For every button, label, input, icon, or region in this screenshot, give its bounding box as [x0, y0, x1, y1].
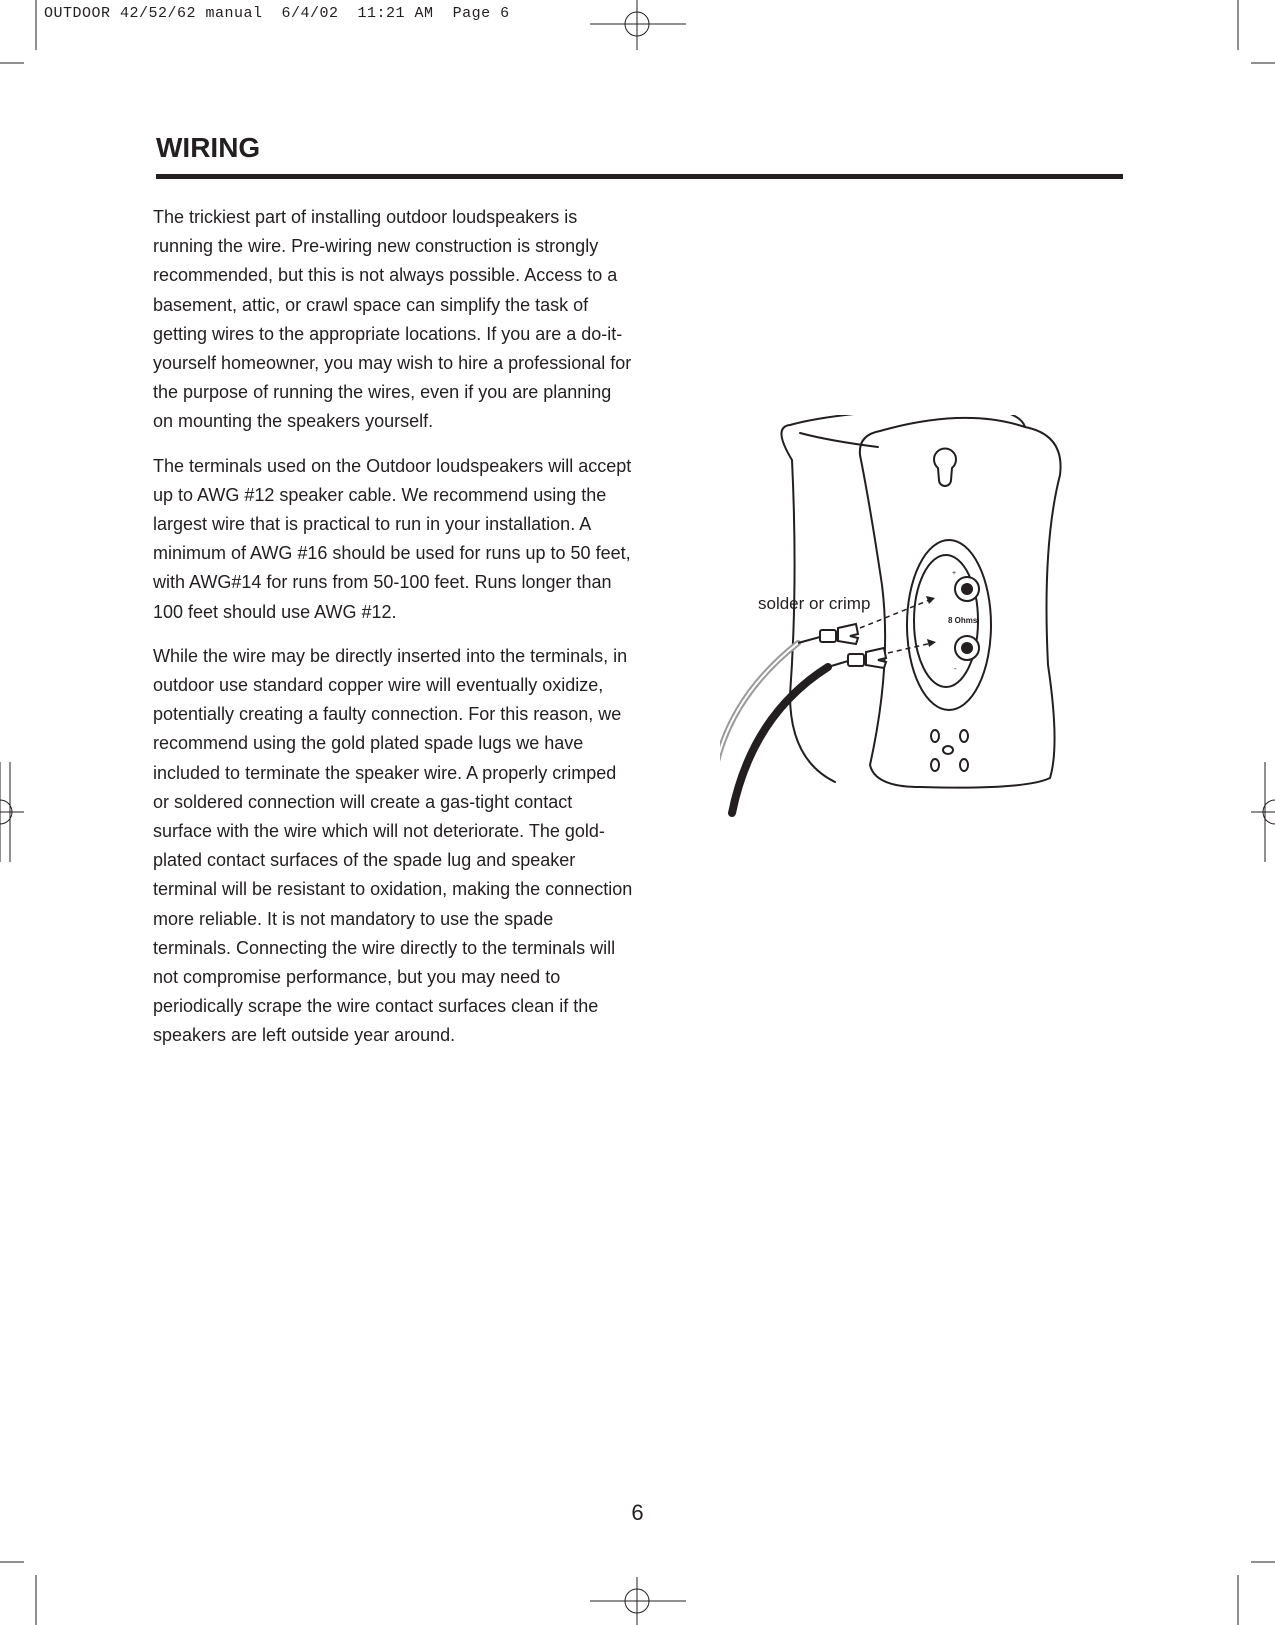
speaker-wiring-illustration: [720, 415, 1080, 825]
paragraph-spade-lugs: While the wire may be directly inserted into the terminals, in outdoor use standard copper wire will eventually oxidize, potentially creating a faulty connection. For this reason, we recommend using the gold plated spade lugs we have included to terminate the speaker wire. A properly crimped or soldered connection will create a gas-tight contact surface with the wire which will not deteriorate. The gold-plated contact surfaces of the spade lug and speaker terminal will be resistant to oxidation, making the connection more reliable. It is not mandatory to use the spade terminals. Connecting the wire directly to the terminals will not compromise performance, but you may need to periodically scrape the wire contact surfaces clean if the speakers are left outside year around.: [153, 645, 633, 1046]
terminal-impedance-label: 8 Ohms: [948, 616, 978, 625]
keyhole-mount-icon: [934, 449, 956, 486]
mounting-holes: [931, 730, 968, 771]
print-slug-line: OUTDOOR 42/52/62 manual 6/4/02 11:21 AM Page 6: [44, 5, 510, 22]
paragraph-wire-running: The trickiest part of installing outdoor loudspeakers is running the wire. Pre-wiring new construction is strongly recommended, but this is not always possible. Access to a basement, attic, or crawl space can simplify the task of getting wires to the appropriate locations. If you are a do-it-yourself homeowner, you may wish to hire a professional for the purpose of running the wires, even if you are planning on mounting the speakers yourself.: [153, 207, 632, 432]
section-title: WIRING: [156, 132, 261, 163]
plus-label: +: [952, 570, 957, 577]
minus-label: -: [954, 664, 957, 673]
page-number: 6: [631, 1500, 644, 1525]
body-text: [153, 203, 633, 1066]
title-rule: [156, 174, 1123, 179]
gray-speaker-wire: [720, 643, 798, 791]
black-speaker-wire: [732, 667, 828, 813]
solder-or-crimp-label: solder or crimp: [758, 594, 871, 613]
connection-arrow-icon: [860, 599, 932, 653]
paragraph-wire-gauge: The terminals used on the Outdoor loudspeakers will accept up to AWG #12 speaker cable. We recommend using the largest wire that is practical to run in your installation. A minimum of AWG #16 should be used for runs up to 50 feet, with AWG#14 for runs from 50-100 feet. Runs longer than 100 feet should use AWG #12.: [153, 455, 632, 622]
spade-lug-icon: [820, 624, 886, 668]
binding-posts: [948, 570, 979, 673]
